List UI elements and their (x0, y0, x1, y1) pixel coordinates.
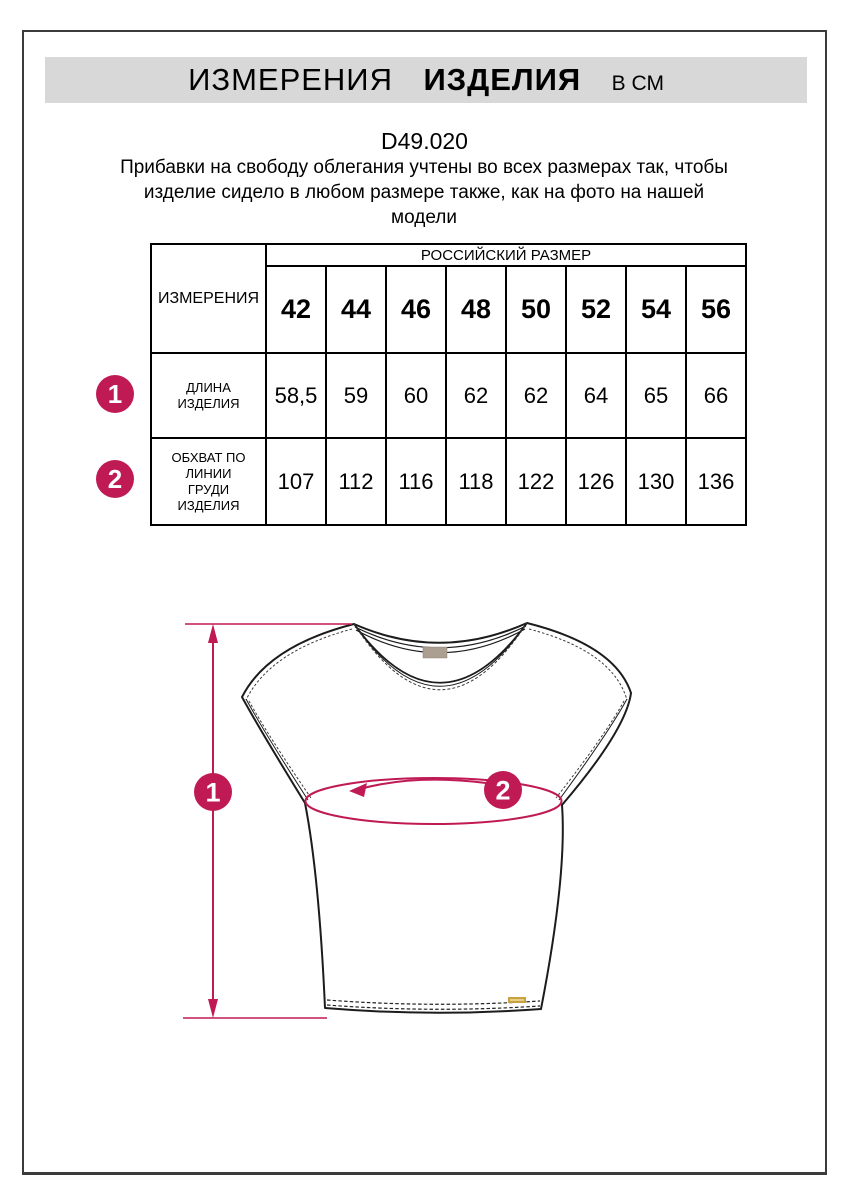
measurements-column-header: ИЗМЕРЕНИЯ (151, 244, 266, 353)
chest-marker-badge (484, 771, 522, 809)
arrow-down-icon (208, 999, 218, 1018)
row-marker-1-badge: 1 (96, 375, 134, 413)
hem-brand-label-stripe (510, 999, 524, 1001)
title-unit: В СМ (611, 72, 664, 95)
arrow-up-icon (208, 624, 218, 643)
chest-marker-number: 2 (495, 775, 511, 806)
measurement-value-cell: 130 (626, 438, 686, 525)
size-table (150, 243, 747, 526)
tshirt-outline (242, 623, 631, 1013)
measurement-value-cell: 116 (386, 438, 446, 525)
measurement-value-cell: 107 (266, 438, 326, 525)
size-column-header: 42 (266, 266, 326, 353)
size-system-header: РОССИЙСКИЙ РАЗМЕР (266, 244, 746, 266)
size-column-header: 50 (506, 266, 566, 353)
tshirt-sketch (242, 623, 631, 1013)
measurement-value-cell: 62 (506, 353, 566, 438)
measurement-value-cell: 58,5 (266, 353, 326, 438)
measurement-value-cell: 112 (326, 438, 386, 525)
fit-note (84, 155, 764, 230)
fit-note-line-1: Прибавки на свободу облегания учтены во всех размерах так, чтобы (120, 157, 728, 178)
size-column-header: 48 (446, 266, 506, 353)
length-marker-badge (194, 773, 232, 811)
garment-technical-drawing (160, 590, 720, 1050)
measurement-value-cell: 60 (386, 353, 446, 438)
title-banner (45, 57, 807, 103)
measurement-row-length (151, 353, 746, 438)
size-group-row (151, 244, 746, 266)
measurement-value-cell: 65 (626, 353, 686, 438)
measurement-value-cell: 136 (686, 438, 746, 525)
row-marker-2-badge: 2 (96, 460, 134, 498)
measurement-value-cell: 66 (686, 353, 746, 438)
fit-note-line-3: модели (391, 207, 457, 228)
measurement-value-cell: 64 (566, 353, 626, 438)
size-column-header: 46 (386, 266, 446, 353)
product-code: D49.020 (381, 128, 468, 154)
title-word-measurements: ИЗМЕРЕНИЯ (188, 62, 393, 97)
measurement-row-label: ОБХВАТ ПО ЛИНИИ ГРУДИ ИЗДЕЛИЯ (151, 438, 266, 525)
size-column-header: 56 (686, 266, 746, 353)
neck-label (423, 647, 447, 658)
length-marker-number: 1 (205, 777, 221, 808)
measurement-value-cell: 122 (506, 438, 566, 525)
size-column-header: 44 (326, 266, 386, 353)
measurement-value-cell: 126 (566, 438, 626, 525)
measurement-row-chest (151, 438, 746, 525)
measurement-value-cell: 59 (326, 353, 386, 438)
title-word-product: ИЗДЕЛИЯ (423, 62, 582, 97)
measurement-row-label: ДЛИНА ИЗДЕЛИЯ (151, 353, 266, 438)
fit-note-line-2: изделие сидело в любом размере также, как на фото на нашей (143, 182, 705, 203)
measurement-value-cell: 62 (446, 353, 506, 438)
size-column-header: 52 (566, 266, 626, 353)
size-column-header: 54 (626, 266, 686, 353)
measurement-value-cell: 118 (446, 438, 506, 525)
